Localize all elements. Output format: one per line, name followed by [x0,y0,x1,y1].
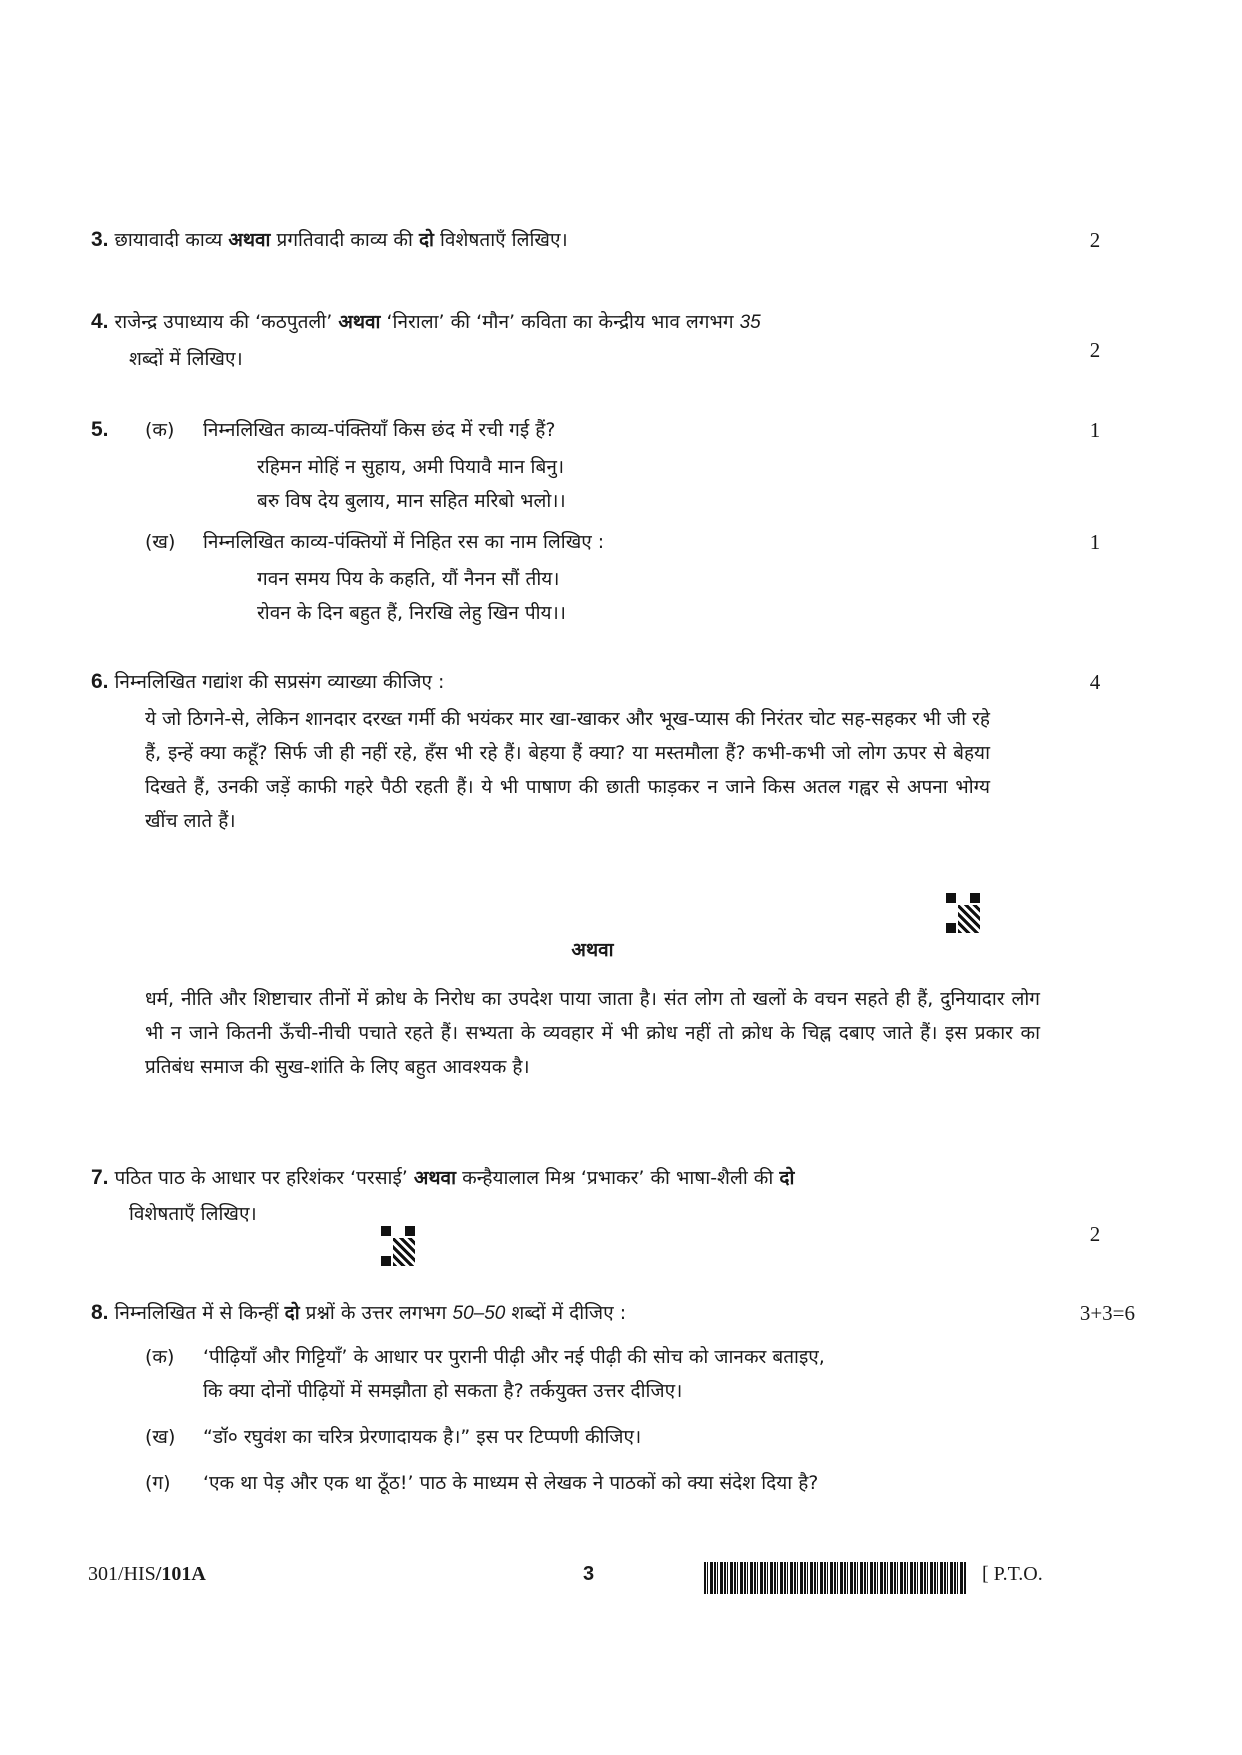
question-number: 4. [91,310,109,333]
qr-code-icon [381,1226,415,1266]
marks-q4: 2 [1089,338,1101,362]
question-8c: (ग) ‘एक था पेड़ और एक था ठूँठ!’ पाठ के माध्यम से लेखक ने पाठकों को क्या संदेश दिया है? [145,1472,819,1494]
question-5b: (ख) निम्नलिखित काव्य-पंक्तियों में निहित रस का नाम लिखिए : [145,531,605,553]
passage-1: ये जो ठिगने-से, लेकिन शानदार दरख्त गर्मी की भयंकर मार खा-खाकर और भूख-प्यास की निरंतर चोट सह-सहकर भी जी रहे हैं, इन्हें क्या कहूँ? सिर्फ जी ही नहीं रहे, हँस भी रहे हैं। बेहया हैं क्या? या मस्तमौला हैं? कभी-कभी जो लोग ऊपर से बेहया दिखते हैं, उनकी जड़ें काफी गहरे पैठी रहती हैं। ये भी पाषाण की छाती फाड़कर न जाने किस अतल गह्वर से अपना भोग्य खींच लाते हैं। [145,708,990,832]
marks-q7: 2 [1089,1222,1101,1246]
verse-q5b-line1: गवन समय पिय के कहति, यौं नैनन सौं तीय। [257,568,560,590]
barcode-icon [704,1562,966,1594]
verse-q5a-line2: बरु विष देय बुलाय, मान सहित मरिबो भलो।। [257,490,566,512]
verse-q5b-line2: रोवन के दिन बहुत हैं, निरखि लेहु खिन पीय।। [257,602,566,624]
marks-q5a: 1 [1089,418,1101,442]
paper-code: 301/HIS/101A [88,1563,206,1585]
question-number: 8. [91,1301,109,1324]
question-5a: (क) निम्नलिखित काव्य-पंक्तियाँ किस छंद में रची गई हैं? [145,419,556,441]
marks-q3: 2 [1089,228,1101,252]
question-number: 7. [91,1166,109,1189]
question-3: 3. छायावादी काव्य अथवा प्रगतिवादी काव्य की दो विशेषताएँ लिखिए। [91,228,568,251]
question-number: 5. [91,418,109,441]
question-8: 8. निम्नलिखित में से किन्हीं दो प्रश्नों के उत्तर लगभग 50–50 शब्दों में दीजिए : [91,1301,627,1324]
page-number: 3 [583,1563,595,1585]
qr-code-icon [946,893,980,933]
question-7: 7. पठित पाठ के आधार पर हरिशंकर ‘परसाई’ अथवा कन्हैयालाल मिश्र ‘प्रभाकर’ की भाषा-शैली की दो विशेषताएँ लिखिए। [91,1166,795,1225]
question-8a: (क) ‘पीढ़ियाँ और गिट्टियाँ’ के आधार पर पुरानी पीढ़ी और नई पीढ़ी की सोच को जानकर बताइए, कि क्या दोनों पीढ़ियों में समझौता हो सकता है? तर्कयुक्त उत्तर दीजिए। [145,1346,825,1402]
marks-q8: 3+3=6 [1079,1301,1135,1325]
question-8b: (ख) “डॉ० रघुवंश का चरित्र प्रेरणादायक है।” इस पर टिप्पणी कीजिए। [145,1426,642,1448]
or-label: अथवा [571,939,614,961]
question-4: 4. राजेन्द्र उपाध्याय की ‘कठपुतली’ अथवा ‘निराला’ की ‘मौन’ कविता का केन्द्रीय भाव लगभग 35 शब्दों में लिखिए। [91,310,761,370]
passage-2: धर्म, नीति और शिष्टाचार तीनों में क्रोध के निरोध का उपदेश पाया जाता है। संत लोग तो खलों के वचन सहते ही हैं, दुनियादार लोग भी न जाने कितनी ऊँची-नीची पचाते रहते हैं। सभ्यता के व्यवहार में भी क्रोध नहीं तो क्रोध के चिह्न दबाए जाते हैं। इस प्रकार का प्रतिबंध समाज की सुख-शांति के लिए बहुत आवश्यक है। [145,988,1040,1078]
question-number: 3. [91,228,109,251]
marks-q5b: 1 [1089,530,1101,554]
pto-label: [ P.T.O. [982,1563,1043,1585]
question-number: 6. [91,670,109,693]
verse-q5a-line1: रहिमन मोहिं न सुहाय, अमी पियावै मान बिनु। [257,456,565,478]
question-6: 6. निम्नलिखित गद्यांश की सप्रसंग व्याख्या कीजिए : [91,670,445,693]
marks-q6: 4 [1089,670,1101,694]
